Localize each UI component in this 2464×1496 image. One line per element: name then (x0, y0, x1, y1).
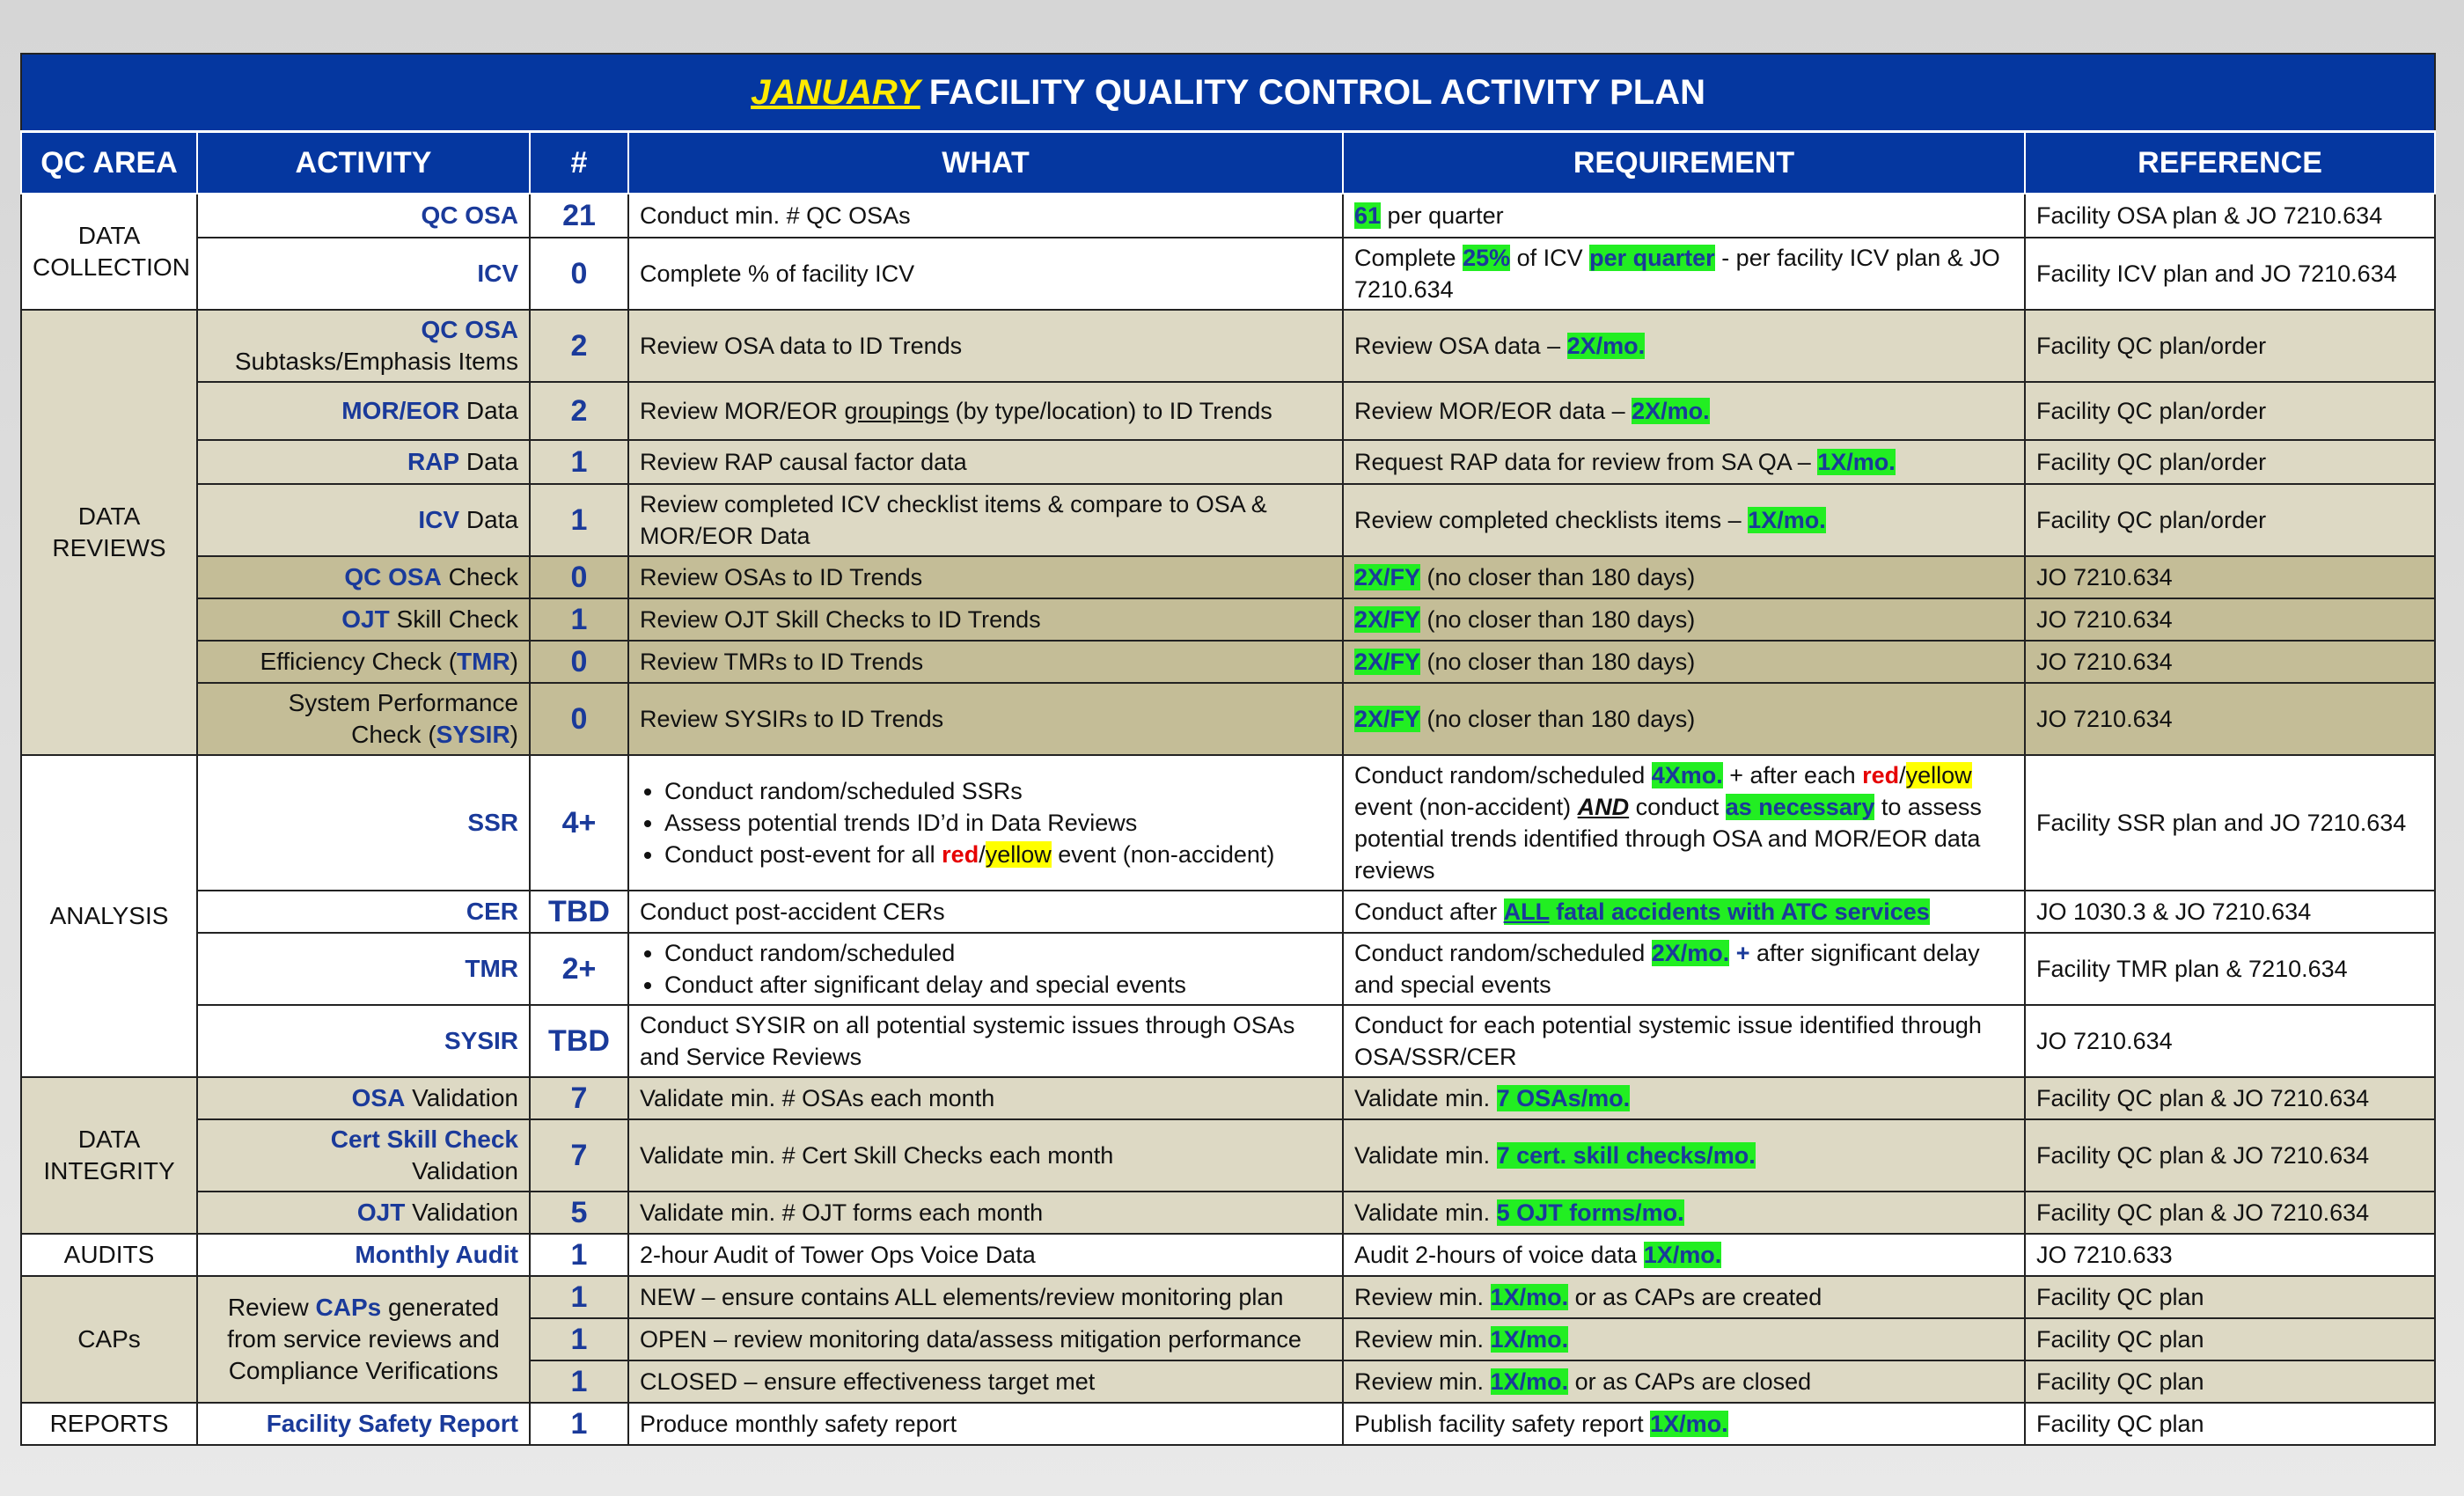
area-audits: AUDITS (21, 1234, 197, 1276)
reference-text: Facility QC plan & JO 7210.634 (2025, 1119, 2435, 1192)
area-data-integrity: DATA INTEGRITY (21, 1077, 197, 1234)
table-row (21, 933, 2435, 1005)
table-row (21, 1005, 2435, 1077)
reference-text: Facility QC plan/order (2025, 310, 2435, 382)
table-row (21, 1192, 2435, 1234)
table-row (21, 1276, 2435, 1318)
reference-text: JO 7210.634 (2025, 683, 2435, 755)
header-number: # (530, 132, 628, 194)
what-text: • Conduct random/scheduled SSRs • Assess potential trends ID’d in Data Reviews • Conduct post-event for all red/yellow event (non-accident) (628, 755, 1343, 891)
requirement-text: Conduct random/scheduled 2X/mo. + after significant delay and special events (1343, 933, 2025, 1005)
requirement-text: Validate min. 7 cert. skill checks/mo. (1343, 1119, 2025, 1192)
reference-text: Facility QC plan/order (2025, 484, 2435, 556)
what-text: Validate min. # OJT forms each month (628, 1192, 1343, 1234)
requirement-text: Conduct for each potential systemic issue identified through OSA/SSR/CER (1343, 1005, 2025, 1077)
table-row (21, 556, 2435, 598)
reference-text: JO 7210.634 (2025, 598, 2435, 641)
activity-label: OSA Validation (197, 1077, 530, 1119)
reference-text: Facility OSA plan & JO 7210.634 (2025, 194, 2435, 238)
reference-text: Facility TMR plan & 7210.634 (2025, 933, 2435, 1005)
requirement-text: 2X/FY (no closer than 180 days) (1343, 683, 2025, 755)
reference-text: Facility QC plan (2025, 1318, 2435, 1360)
what-text: Review RAP causal factor data (628, 440, 1343, 484)
count-value: TBD (530, 891, 628, 933)
reference-text: Facility QC plan/order (2025, 382, 2435, 440)
what-text: OPEN – review monitoring data/assess mitigation performance (628, 1318, 1343, 1360)
requirement-text: 2X/FY (no closer than 180 days) (1343, 556, 2025, 598)
table-row (21, 755, 2435, 891)
activity-label: OJT Skill Check (197, 598, 530, 641)
what-text: Validate min. # OSAs each month (628, 1077, 1343, 1119)
count-value: 1 (530, 1403, 628, 1445)
requirement-text: Validate min. 5 OJT forms/mo. (1343, 1192, 2025, 1234)
what-text: 2-hour Audit of Tower Ops Voice Data (628, 1234, 1343, 1276)
activity-label: Cert Skill Check Validation (197, 1119, 530, 1192)
activity-label: ICV Data (197, 484, 530, 556)
reference-text: JO 1030.3 & JO 7210.634 (2025, 891, 2435, 933)
table-row (21, 484, 2435, 556)
count-value: 2+ (530, 933, 628, 1005)
activity-label: Review CAPs generated from service reviews and Compliance Verifications (197, 1276, 530, 1403)
reference-text: Facility SSR plan and JO 7210.634 (2025, 755, 2435, 891)
activity-label: CER (466, 898, 518, 925)
table-row (21, 598, 2435, 641)
table-row (21, 1403, 2435, 1445)
reference-text: Facility QC plan & JO 7210.634 (2025, 1077, 2435, 1119)
count-value: 1 (530, 440, 628, 484)
activity-label: Efficiency Check (TMR) (197, 641, 530, 683)
count-value: 0 (530, 641, 628, 683)
what-text: Review OJT Skill Checks to ID Trends (628, 598, 1343, 641)
requirement-text: Review min. 1X/mo. or as CAPs are created (1343, 1276, 2025, 1318)
activity-label: QC OSA Check (197, 556, 530, 598)
activity-label: OJT Validation (197, 1192, 530, 1234)
reference-text: JO 7210.634 (2025, 641, 2435, 683)
activity-label: MOR/EOR Data (197, 382, 530, 440)
reference-text: Facility QC plan/order (2025, 440, 2435, 484)
requirement-text: Review completed checklists items – 1X/mo. (1343, 484, 2025, 556)
reference-text: JO 7210.634 (2025, 556, 2435, 598)
requirement-text: Review min. 1X/mo. or as CAPs are closed (1343, 1360, 2025, 1403)
table-row (21, 238, 2435, 310)
area-caps: CAPs (21, 1276, 197, 1403)
table-row (21, 1077, 2435, 1119)
count-value: 7 (530, 1077, 628, 1119)
count-value: 1 (530, 1318, 628, 1360)
reference-text: Facility QC plan (2025, 1403, 2435, 1445)
activity-label: ICV (477, 260, 518, 287)
area-data-collection: DATA COLLECTION (21, 194, 197, 310)
count-value: 5 (530, 1192, 628, 1234)
table-row (21, 382, 2435, 440)
reference-text: Facility QC plan (2025, 1276, 2435, 1318)
reference-text: Facility ICV plan and JO 7210.634 (2025, 238, 2435, 310)
count-value: TBD (530, 1005, 628, 1077)
activity-label: RAP Data (197, 440, 530, 484)
requirement-text: Review MOR/EOR data – 2X/mo. (1343, 382, 2025, 440)
count-value: 2 (530, 382, 628, 440)
what-text: Review TMRs to ID Trends (628, 641, 1343, 683)
requirement-text: Conduct random/scheduled 4Xmo. + after each red/yellow event (non-accident) AND conduct as necessary to assess potential trends identified through OSA and MOR/EOR data reviews (1343, 755, 2025, 891)
header-requirement: REQUIREMENT (1343, 132, 2025, 194)
activity-label: Monthly Audit (355, 1241, 518, 1268)
count-value: 0 (530, 238, 628, 310)
requirement-text: Review min. 1X/mo. (1343, 1318, 2025, 1360)
count-value: 21 (530, 194, 628, 238)
activity-label: TMR (465, 955, 518, 982)
reference-text: Facility QC plan & JO 7210.634 (2025, 1192, 2435, 1234)
table-row (21, 891, 2435, 933)
what-text: Validate min. # Cert Skill Checks each month (628, 1119, 1343, 1192)
count-value: 1 (530, 1276, 628, 1318)
count-value: 1 (530, 1360, 628, 1403)
activity-label: QC OSA Subtasks/Emphasis Items (197, 310, 530, 382)
requirement-text: Review OSA data – 2X/mo. (1343, 310, 2025, 382)
activity-label: System Performance Check (SYSIR) (197, 683, 530, 755)
count-value: 2 (530, 310, 628, 382)
what-text: Review SYSIRs to ID Trends (628, 683, 1343, 755)
what-text: Review OSA data to ID Trends (628, 310, 1343, 382)
count-value: 1 (530, 1234, 628, 1276)
requirement-text: Conduct after ALL fatal accidents with ATC services (1343, 891, 2025, 933)
what-text: Review OSAs to ID Trends (628, 556, 1343, 598)
reference-text: Facility QC plan (2025, 1360, 2435, 1403)
page-title (21, 54, 2435, 132)
activity-label: SYSIR (444, 1027, 518, 1054)
count-value: 0 (530, 556, 628, 598)
table-row (21, 1234, 2435, 1276)
table-row (21, 1119, 2435, 1192)
requirement-text: Validate min. 7 OSAs/mo. (1343, 1077, 2025, 1119)
what-text: Produce monthly safety report (628, 1403, 1343, 1445)
reference-text: JO 7210.634 (2025, 1005, 2435, 1077)
what-text: • Conduct random/scheduled • Conduct after significant delay and special events (628, 933, 1343, 1005)
table-row (21, 683, 2435, 755)
table-row (21, 641, 2435, 683)
count-value: 0 (530, 683, 628, 755)
what-text: Conduct SYSIR on all potential systemic issues through OSAs and Service Reviews (628, 1005, 1343, 1077)
requirement-text: Publish facility safety report 1X/mo. (1343, 1403, 2025, 1445)
what-text: NEW – ensure contains ALL elements/review monitoring plan (628, 1276, 1343, 1318)
requirement-text: 61 per quarter (1343, 194, 2025, 238)
what-text: CLOSED – ensure effectiveness target met (628, 1360, 1343, 1403)
requirement-text: 2X/FY (no closer than 180 days) (1343, 641, 2025, 683)
count-value: 4+ (530, 755, 628, 891)
area-analysis: ANALYSIS (21, 755, 197, 1077)
requirement-text: Complete 25% of ICV per quarter - per facility ICV plan & JO 7210.634 (1343, 238, 2025, 310)
requirement-text: Request RAP data for review from SA QA – 1X/mo. (1343, 440, 2025, 484)
activity-label: SSR (467, 809, 518, 836)
requirement-text: 2X/FY (no closer than 180 days) (1343, 598, 2025, 641)
requirement-text: Audit 2-hours of voice data 1X/mo. (1343, 1234, 2025, 1276)
count-value: 7 (530, 1119, 628, 1192)
table-row (21, 194, 2435, 238)
what-text: Conduct post-accident CERs (628, 891, 1343, 933)
table-row (21, 440, 2435, 484)
activity-label: QC OSA (421, 202, 518, 229)
count-value: 1 (530, 484, 628, 556)
title-month: JANUARY (751, 73, 920, 112)
area-data-reviews: DATA REVIEWS (21, 310, 197, 755)
qc-activity-plan (20, 53, 2434, 1446)
title-text: FACILITY QUALITY CONTROL ACTIVITY PLAN (928, 73, 1705, 112)
what-text: Review completed ICV checklist items & compare to OSA & MOR/EOR Data (628, 484, 1343, 556)
header-reference: REFERENCE (2025, 132, 2435, 194)
table-row (21, 310, 2435, 382)
what-text: Review MOR/EOR groupings (by type/location) to ID Trends (628, 382, 1343, 440)
what-text: Conduct min. # QC OSAs (628, 194, 1343, 238)
what-text: Complete % of facility ICV (628, 238, 1343, 310)
header-row (21, 132, 2435, 194)
reference-text: JO 7210.633 (2025, 1234, 2435, 1276)
count-value: 1 (530, 598, 628, 641)
header-activity: ACTIVITY (197, 132, 530, 194)
area-reports: REPORTS (21, 1403, 197, 1445)
activity-label: Facility Safety Report (266, 1410, 518, 1437)
header-qc-area: QC AREA (21, 132, 197, 194)
header-what: WHAT (628, 132, 1343, 194)
activity-plan-table (20, 53, 2436, 1446)
